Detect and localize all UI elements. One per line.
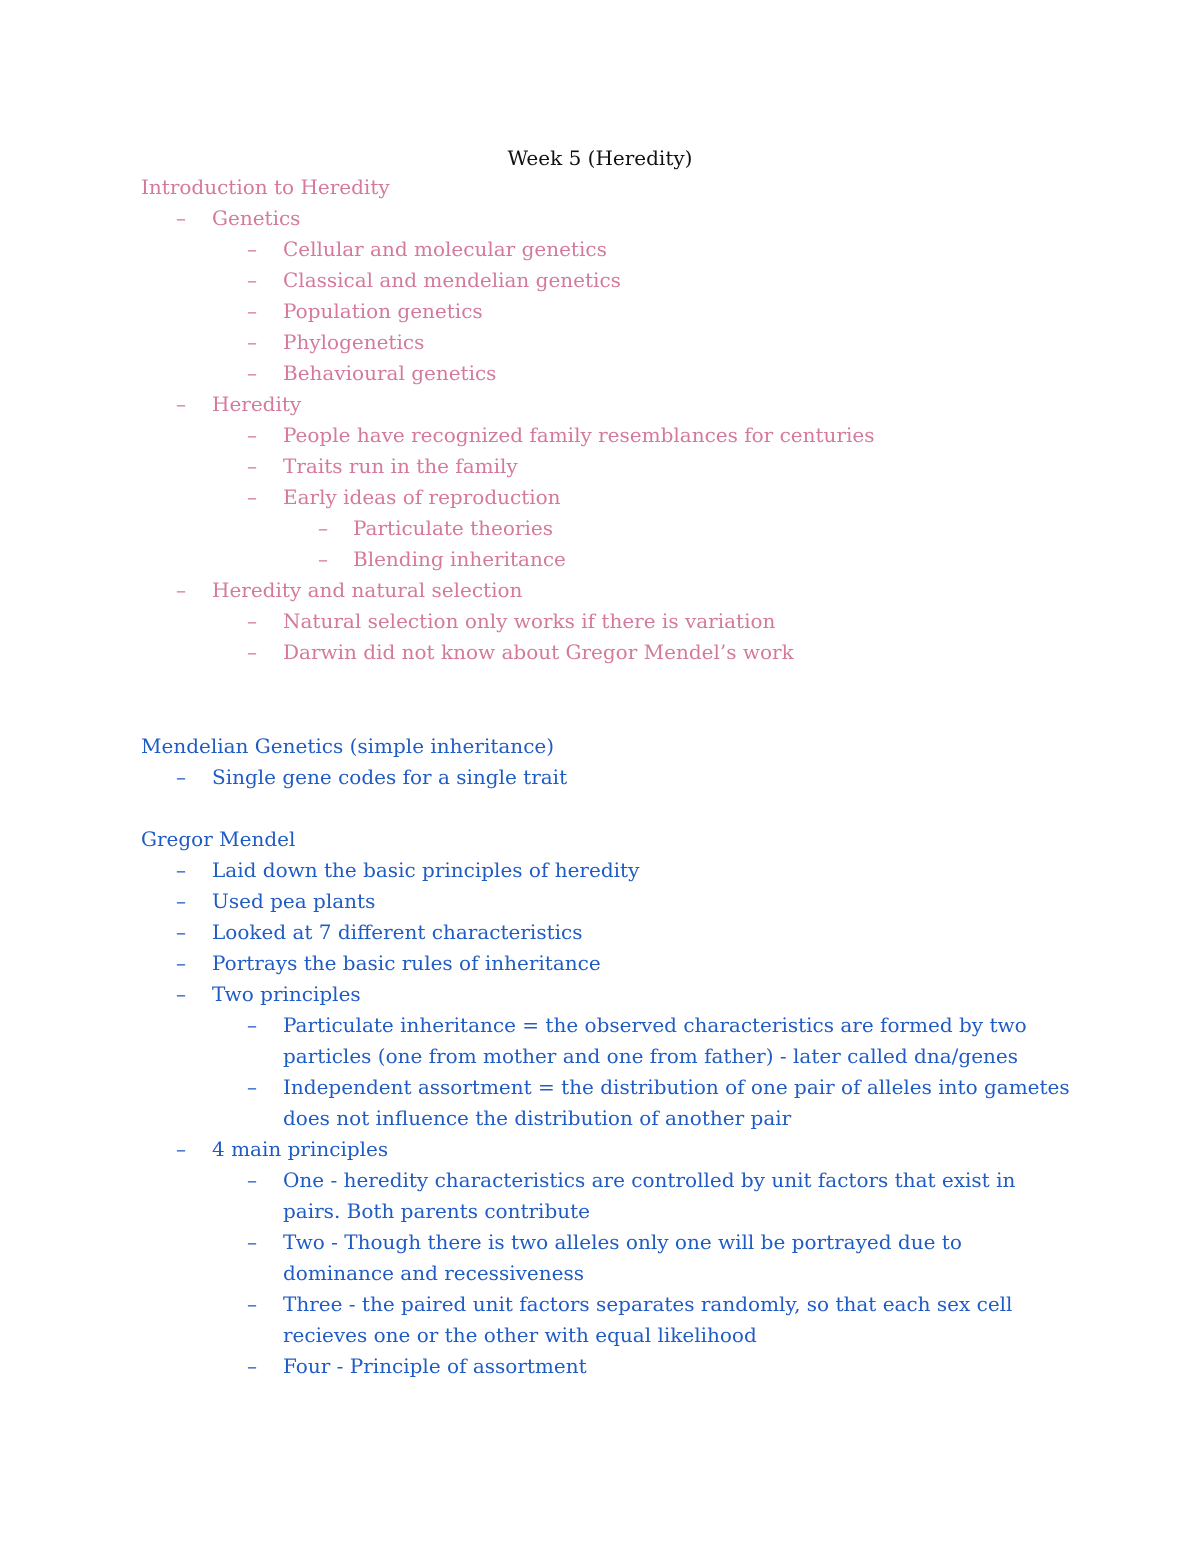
list-item: – Phylogenetics (0, 327, 1200, 358)
list-item: – Early ideas of reproduction (0, 482, 1200, 513)
list-item-continuation: particles (one from mother and one from father) - later called dna/genes (283, 1044, 1019, 1068)
list-item: – Single gene codes for a single trait (0, 762, 1200, 793)
bullet-dash: – (176, 982, 186, 1006)
list-item: – People have recognized family resemblances for centuries (0, 420, 1200, 451)
document-title: Week 5 (Heredity) (507, 146, 693, 170)
list-item: – Laid down the basic principles of heredity (0, 855, 1200, 886)
bullet-dash: – (176, 578, 186, 602)
list-item: – Classical and mendelian genetics (0, 265, 1200, 296)
section-gregor-mendel (0, 824, 1200, 1382)
bullet-dash: – (247, 640, 257, 664)
bullet-dash: – (247, 1075, 257, 1099)
list-item: – One - heredity characteristics are controlled by unit factors that exist in (0, 1165, 1200, 1196)
list-item: – Particulate inheritance = the observed characteristics are formed by two (0, 1010, 1200, 1041)
bullet-dash: – (247, 1013, 257, 1037)
bullet-dash: – (247, 330, 257, 354)
list-item: – Looked at 7 different characteristics (0, 917, 1200, 948)
list-item: – Four - Principle of assortment (0, 1351, 1200, 1382)
bullet-dash: – (247, 609, 257, 633)
bullet-dash: – (176, 920, 186, 944)
section-heading: Mendelian Genetics (simple inheritance) (141, 734, 555, 758)
section-mendelian-genetics (0, 731, 1200, 793)
bullet-dash: – (247, 237, 257, 261)
bullet-dash: – (176, 206, 186, 230)
bullet-dash: – (176, 765, 186, 789)
bullet-dash: – (318, 516, 328, 540)
list-item: – Two principles (0, 979, 1200, 1010)
bullet-dash: – (176, 392, 186, 416)
list-item: – Two - Though there is two alleles only one will be portrayed due to (0, 1227, 1200, 1258)
bullet-dash: – (247, 268, 257, 292)
bullet-dash: – (176, 1137, 186, 1161)
list-item: – Used pea plants (0, 886, 1200, 917)
list-item: – Traits run in the family (0, 451, 1200, 482)
list-item: – Genetics (0, 203, 1200, 234)
bullet-dash: – (176, 858, 186, 882)
list-item: – Behavioural genetics (0, 358, 1200, 389)
section-heading: Introduction to Heredity (141, 175, 390, 199)
bullet-dash: – (247, 299, 257, 323)
list-item: – Independent assortment = the distribution of one pair of alleles into gametes (0, 1072, 1200, 1103)
list-item: – Natural selection only works if there is variation (0, 606, 1200, 637)
list-item-continuation: does not influence the distribution of another pair (283, 1106, 792, 1130)
list-item: – Cellular and molecular genetics (0, 234, 1200, 265)
bullet-dash: – (176, 889, 186, 913)
list-item: – Population genetics (0, 296, 1200, 327)
list-item: – 4 main principles (0, 1134, 1200, 1165)
bullet-dash: – (247, 1230, 257, 1254)
bullet-dash: – (247, 485, 257, 509)
list-item: – Heredity (0, 389, 1200, 420)
list-item: – Heredity and natural selection (0, 575, 1200, 606)
bullet-dash: – (247, 423, 257, 447)
section-heading: Gregor Mendel (141, 827, 296, 851)
section-intro-to-heredity (0, 172, 1200, 668)
list-item-continuation: recieves one or the other with equal likelihood (283, 1323, 757, 1347)
bullet-dash: – (247, 1354, 257, 1378)
bullet-dash: – (247, 1292, 257, 1316)
list-item: – Particulate theories (0, 513, 1200, 544)
list-item: – Darwin did not know about Gregor Mendel’s work (0, 637, 1200, 668)
bullet-dash: – (247, 361, 257, 385)
bullet-dash: – (318, 547, 328, 571)
list-item: – Portrays the basic rules of inheritance (0, 948, 1200, 979)
bullet-dash: – (247, 454, 257, 478)
list-item-continuation: dominance and recessiveness (283, 1261, 584, 1285)
bullet-dash: – (176, 951, 186, 975)
list-item: – Blending inheritance (0, 544, 1200, 575)
list-item-continuation: pairs. Both parents contribute (283, 1199, 591, 1223)
list-item: – Three - the paired unit factors separates randomly, so that each sex cell (0, 1289, 1200, 1320)
bullet-dash: – (247, 1168, 257, 1192)
